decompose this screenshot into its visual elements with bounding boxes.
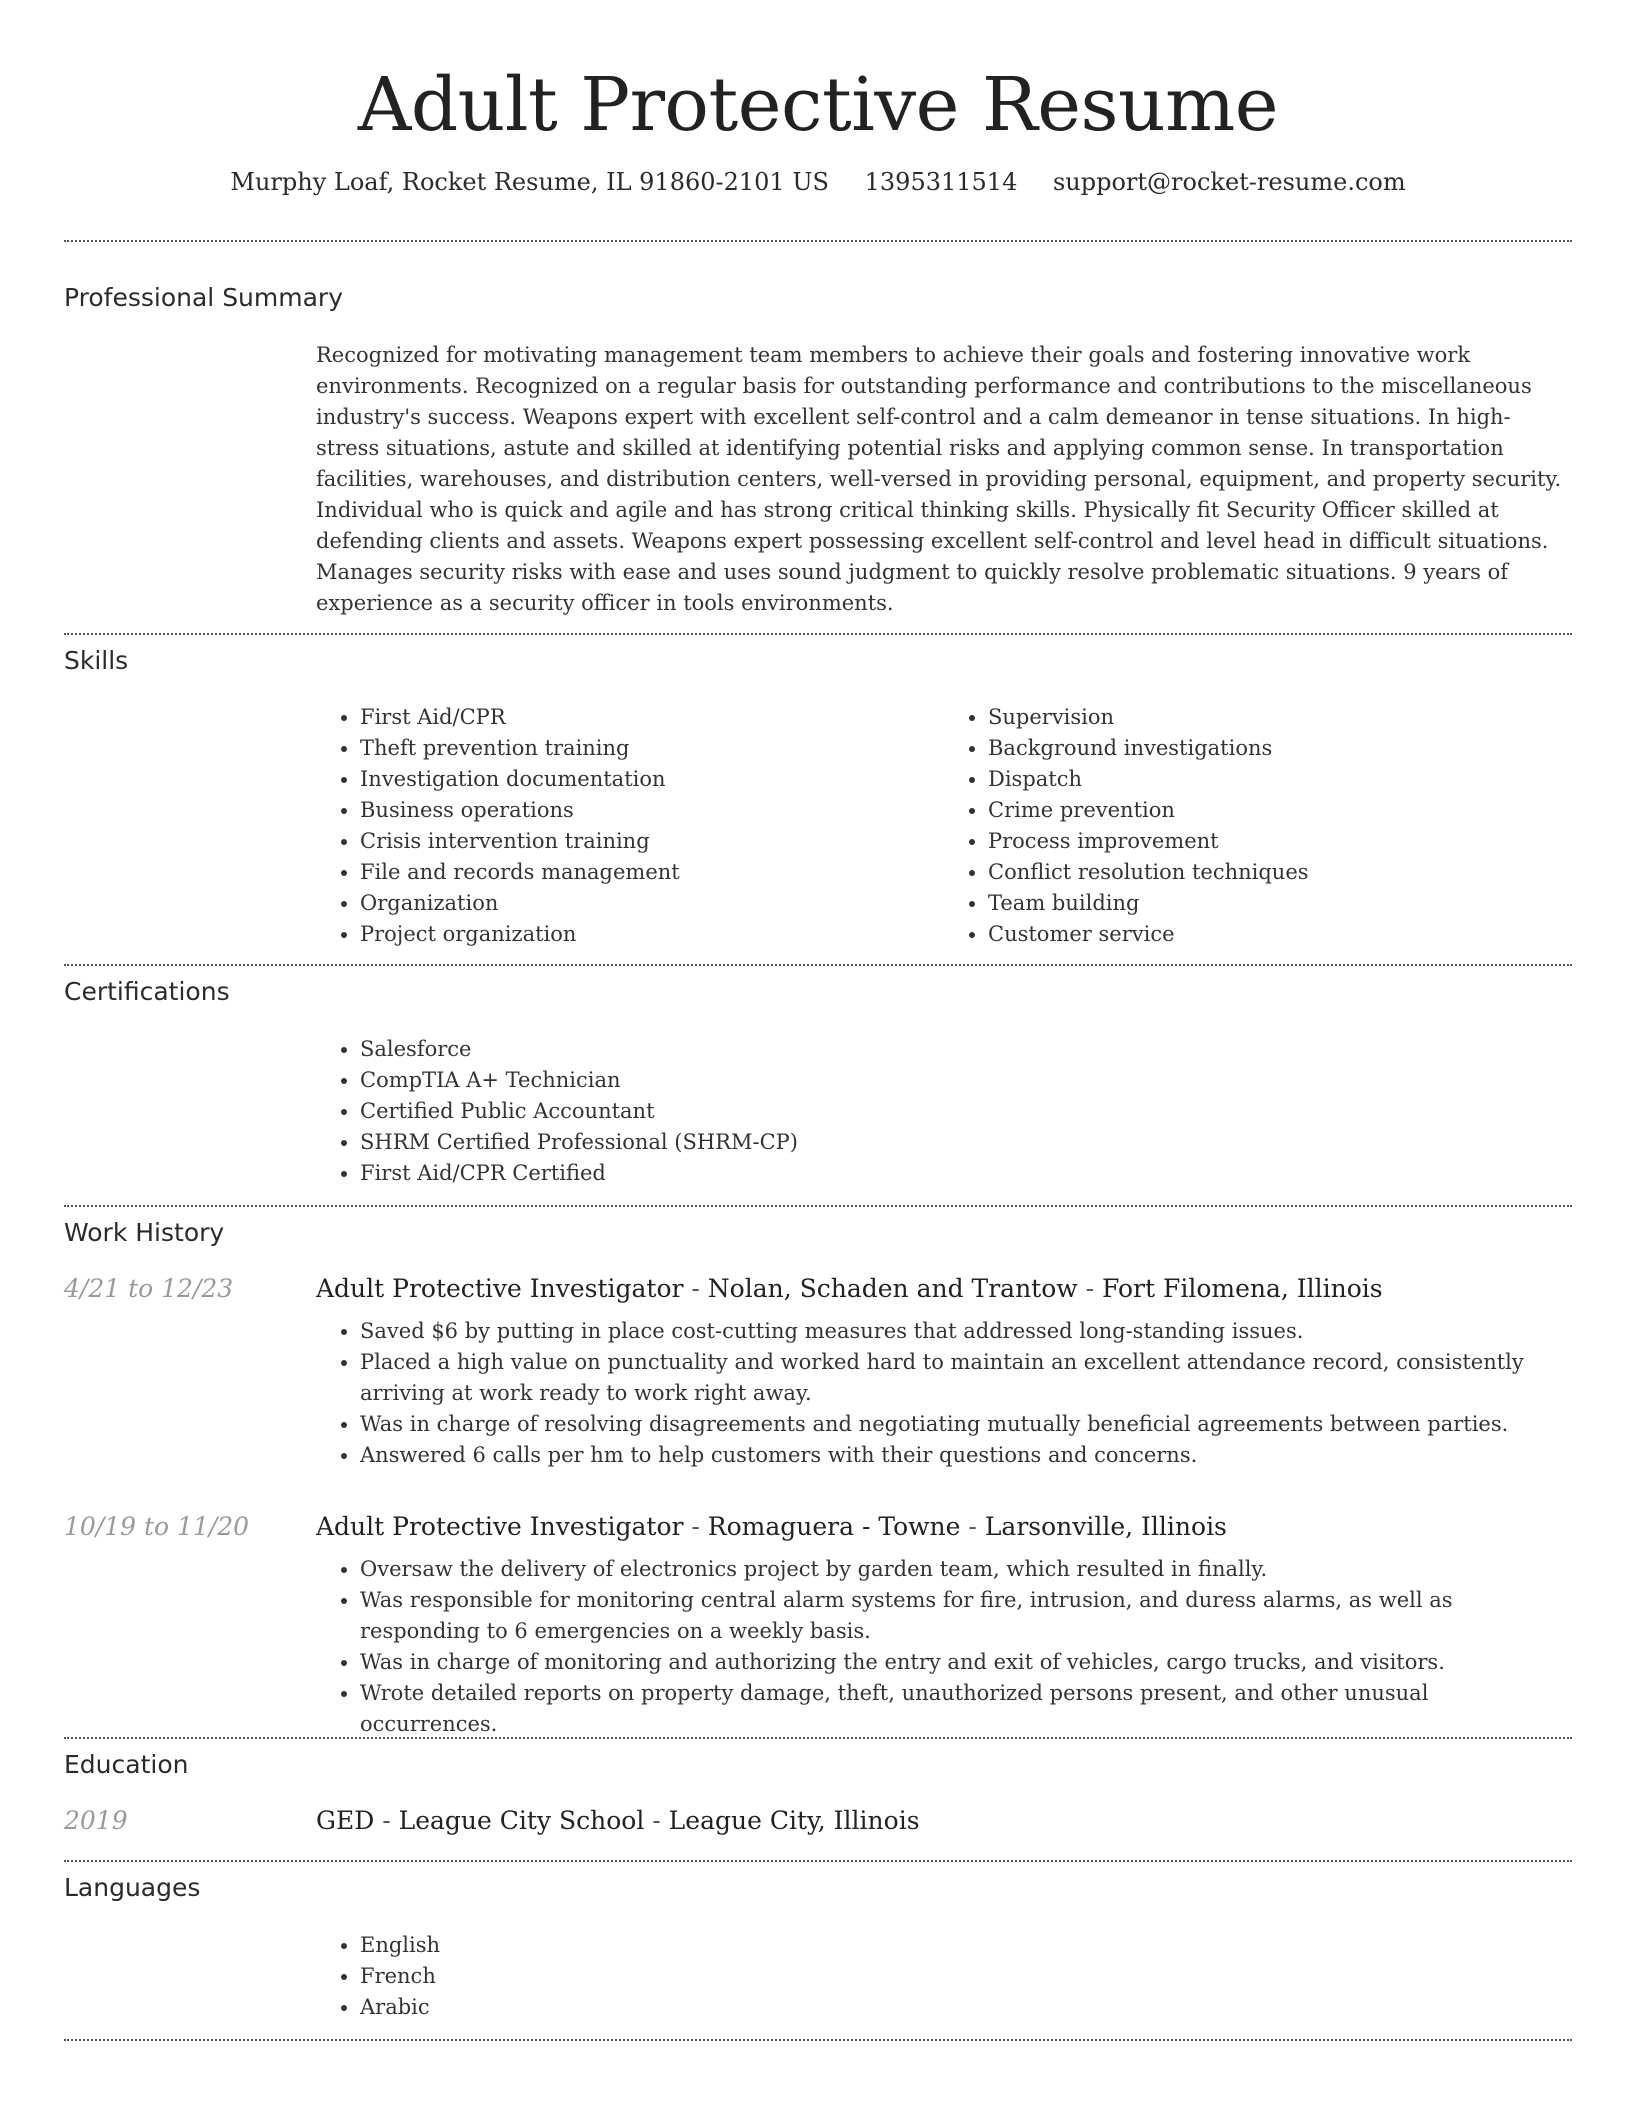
- job-location: Larsonville, Illinois: [984, 1512, 1227, 1541]
- education-year: 2019: [64, 1806, 128, 1835]
- skill-item: • Investigation documentation: [360, 764, 944, 795]
- job-separator: -: [1077, 1274, 1103, 1303]
- certification-item: • Salesforce: [360, 1034, 1572, 1065]
- skills-heading: Skills: [64, 646, 129, 675]
- section-divider: [64, 1205, 1572, 1207]
- language-item: • English: [360, 1930, 1572, 1961]
- language-item: • Arabic: [360, 1992, 1572, 2023]
- job-title: Adult Protective Investigator: [316, 1274, 684, 1303]
- job-separator: -: [683, 1274, 708, 1303]
- skill-item: • Customer service: [988, 919, 1572, 950]
- section-divider: [64, 633, 1572, 635]
- certification-item: • First Aid/CPR Certified: [360, 1158, 1572, 1189]
- education-separator: -: [644, 1806, 669, 1835]
- education-location: League City, Illinois: [668, 1806, 920, 1835]
- contact-address: Murphy Loaf, Rocket Resume, IL 91860-2101 US: [230, 168, 829, 196]
- job-entry: [64, 1274, 1572, 1471]
- job-bullet: • Was in charge of resolving disagreements and negotiating mutually beneficial agreements between parties.: [360, 1409, 1572, 1440]
- skills-list-right: [944, 702, 1572, 950]
- education-school: League City School: [398, 1806, 645, 1835]
- education-heading: Education: [64, 1750, 189, 1779]
- job-bullet: • Was responsible for monitoring central alarm systems for fire, intrusion, and duress alarms, as well as responding to 6 emergencies on a weekly basis.: [360, 1585, 1572, 1647]
- skill-item: • Background investigations: [988, 733, 1572, 764]
- skill-item: • Theft prevention training: [360, 733, 944, 764]
- skill-item: • Project organization: [360, 919, 944, 950]
- job-dates: 4/21 to 12/23: [64, 1274, 234, 1303]
- languages-list: [316, 1930, 1572, 2023]
- certifications-list: [316, 1034, 1572, 1189]
- work-heading: Work History: [64, 1218, 225, 1247]
- contact-email: support@rocket-resume.com: [1052, 168, 1406, 196]
- skill-item: • Crisis intervention training: [360, 826, 944, 857]
- languages-section: [64, 1930, 1572, 2023]
- skill-item: • Team building: [988, 888, 1572, 919]
- certification-item: • Certified Public Accountant: [360, 1096, 1572, 1127]
- summary-section: [64, 340, 1572, 619]
- skill-item: • Supervision: [988, 702, 1572, 733]
- section-divider: [64, 2039, 1572, 2041]
- job-location: Fort Filomena, Illinois: [1102, 1274, 1383, 1303]
- certifications-heading: Certifications: [64, 977, 230, 1006]
- section-divider: [64, 964, 1572, 966]
- skill-item: • First Aid/CPR: [360, 702, 944, 733]
- job-bullet: • Oversaw the delivery of electronics project by garden team, which resulted in finally.: [360, 1554, 1572, 1585]
- job-bullet: • Wrote detailed reports on property damage, theft, unauthorized persons present, and other unusual occurrences.: [360, 1678, 1572, 1740]
- education-entry: [64, 1806, 1572, 1835]
- skills-section: [64, 702, 1572, 950]
- job-dates: 10/19 to 11/20: [64, 1512, 250, 1541]
- summary-text: Recognized for motivating management team members to achieve their goals and fostering innovative work environments. Recognized on a regular basis for outstanding performance and contributions to the miscellaneous industry's success. Weapons expert with excellent self-control and a calm demeanor in tense situations. In high-stress situations, astute and skilled at identifying potential risks and applying common sense. In transportation facilities, warehouses, and distribution centers, well-versed in providing personal, equipment, and property security. Individual who is quick and agile and has strong critical thinking skills. Physically fit Security Officer skilled at defending clients and assets. Weapons expert possessing excellent self-control and level head in difficult situations. Manages security risks with ease and uses sound judgment to quickly resolve problematic situations. 9 years of experience as a security officer in tools environments.: [316, 343, 1562, 615]
- skill-item: • Business operations: [360, 795, 944, 826]
- summary-heading: Professional Summary: [64, 283, 344, 312]
- resume-title: Adult Protective Resume: [357, 62, 1279, 148]
- job-separator: -: [683, 1512, 708, 1541]
- education-separator: -: [374, 1806, 399, 1835]
- skill-item: • Dispatch: [988, 764, 1572, 795]
- skill-item: • Organization: [360, 888, 944, 919]
- language-item: • French: [360, 1961, 1572, 1992]
- languages-heading: Languages: [64, 1873, 201, 1902]
- job-heading: [316, 1274, 1383, 1303]
- job-bullet: • Saved $6 by putting in place cost-cutting measures that addressed long-standing issues.: [360, 1316, 1572, 1347]
- job-bullets: [316, 1316, 1572, 1471]
- section-divider: [64, 240, 1572, 242]
- contact-line: [64, 168, 1572, 196]
- certification-item: • CompTIA A+ Technician: [360, 1065, 1572, 1096]
- job-bullets: [316, 1554, 1572, 1740]
- job-company: Romaguera - Towne: [707, 1512, 961, 1541]
- skill-item: • Crime prevention: [988, 795, 1572, 826]
- job-separator: -: [960, 1512, 985, 1541]
- section-divider: [64, 1860, 1572, 1862]
- education-degree: GED: [316, 1806, 375, 1835]
- certifications-section: [64, 1034, 1572, 1189]
- skill-item: • Process improvement: [988, 826, 1572, 857]
- job-bullet: • Placed a high value on punctuality and worked hard to maintain an excellent attendance record, consistently arriving at work ready to work right away.: [360, 1347, 1572, 1409]
- skill-item: • File and records management: [360, 857, 944, 888]
- section-divider: [64, 1737, 1572, 1739]
- job-heading: [316, 1512, 1227, 1541]
- job-title: Adult Protective Investigator: [316, 1512, 684, 1541]
- education-heading-line: [316, 1806, 920, 1835]
- job-bullet: • Was in charge of monitoring and authorizing the entry and exit of vehicles, cargo trucks, and visitors.: [360, 1647, 1572, 1678]
- job-entry: [64, 1512, 1572, 1740]
- contact-phone: 1395311514: [864, 168, 1018, 196]
- resume-page: [64, 0, 1572, 2019]
- job-company: Nolan, Schaden and Trantow: [707, 1274, 1078, 1303]
- job-bullet: • Answered 6 calls per hm to help customers with their questions and concerns.: [360, 1440, 1572, 1471]
- skill-item: • Conflict resolution techniques: [988, 857, 1572, 888]
- skills-list-left: [316, 702, 944, 950]
- certification-item: • SHRM Certified Professional (SHRM-CP): [360, 1127, 1572, 1158]
